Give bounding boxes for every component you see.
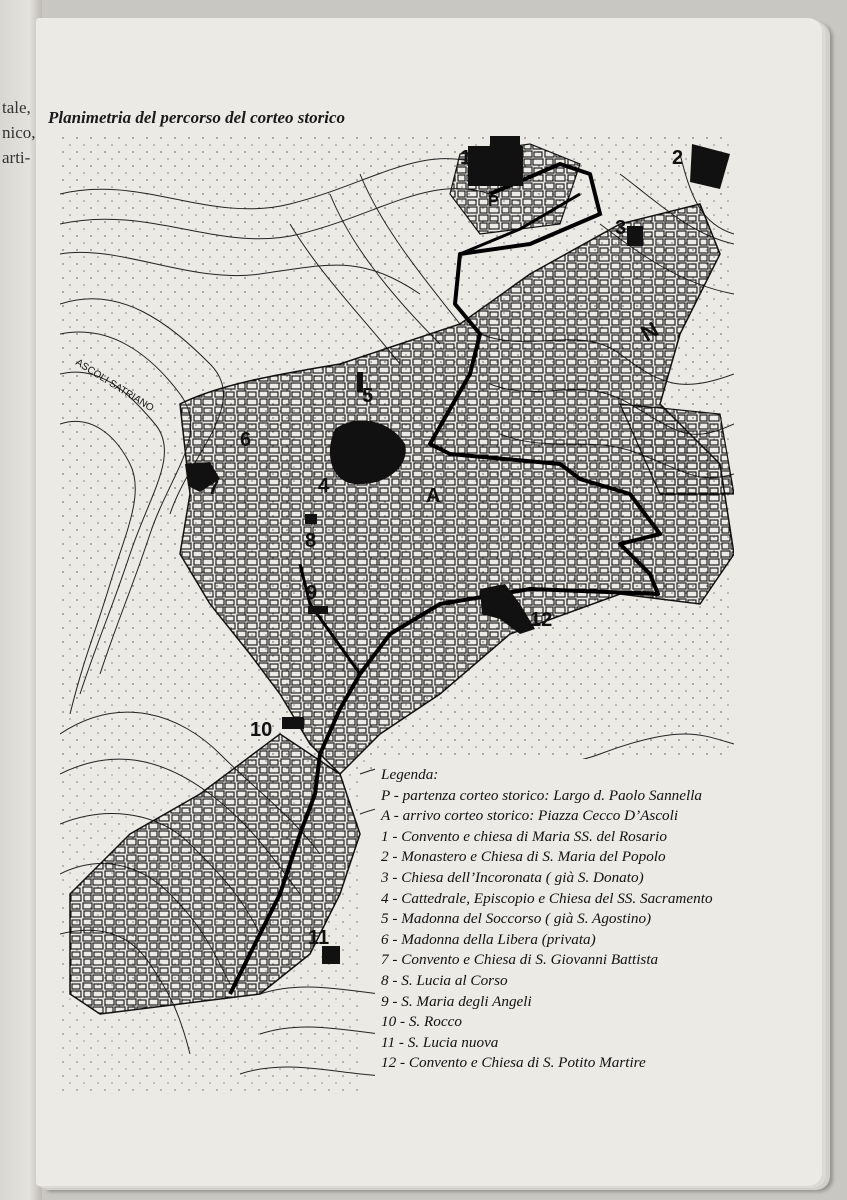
- map-marker-7: 7: [208, 477, 220, 499]
- map-legend: [381, 765, 741, 1074]
- left-page-fragment: nico,: [2, 123, 36, 142]
- map-marker-A: A: [426, 485, 441, 507]
- legend-title: Legenda:: [381, 766, 439, 783]
- legend-item: A - arrivo corteo storico: Piazza Cecco D’Ascoli: [381, 807, 679, 825]
- road-label: ASCOLI SATRIANO: [73, 357, 156, 415]
- map-marker-9: 9: [306, 582, 318, 604]
- legend-item: 3 - Chiesa dell’Incoronata ( già S. Donato): [381, 868, 644, 886]
- map-marker-12: 12: [530, 609, 553, 631]
- map-marker-6: 6: [240, 429, 252, 451]
- legend-item: 12 - Convento e Chiesa di S. Potito Martire: [381, 1054, 646, 1072]
- map-caption: Planimetria del percorso del corteo storico: [48, 108, 345, 127]
- map-marker-8: 8: [305, 530, 317, 552]
- legend-item: 5 - Madonna del Soccorso ( già S. Agostino): [381, 910, 652, 928]
- map-marker-N: N: [636, 316, 663, 347]
- map-marker-5: 5: [362, 385, 374, 407]
- left-page-fragment: arti-: [2, 148, 31, 167]
- map-marker-11: 11: [308, 927, 330, 949]
- legend-item: 7 - Convento e Chiesa di S. Giovanni Battista: [381, 951, 659, 969]
- legend-item: 11 - S. Lucia nuova: [381, 1033, 499, 1051]
- legend-item: 1 - Convento e chiesa di Maria SS. del Rosario: [381, 827, 667, 845]
- legend-item: P - partenza corteo storico: Largo d. Paolo Sannella: [381, 786, 703, 804]
- legend-item: 9 - S. Maria degli Angeli: [381, 992, 532, 1010]
- legend-item: 4 - Cattedrale, Episcopio e Chiesa del SS. Sacramento: [381, 889, 713, 907]
- map-marker-10: 10: [250, 719, 273, 741]
- legend-item: 6 - Madonna della Libera (privata): [381, 930, 596, 948]
- map-marker-1: 1: [460, 147, 472, 169]
- map-marker-3: 3: [615, 217, 627, 239]
- map-marker-P: P: [488, 193, 499, 210]
- left-page-fragment: tale,: [2, 98, 31, 117]
- legend-item: 2 - Monastero e Chiesa di S. Maria del Popolo: [381, 848, 666, 866]
- legend-item: 10 - S. Rocco: [381, 1013, 462, 1031]
- map-marker-4: 4: [318, 475, 330, 497]
- map-marker-2: 2: [672, 147, 684, 169]
- legend-item: 8 - S. Lucia al Corso: [381, 971, 508, 989]
